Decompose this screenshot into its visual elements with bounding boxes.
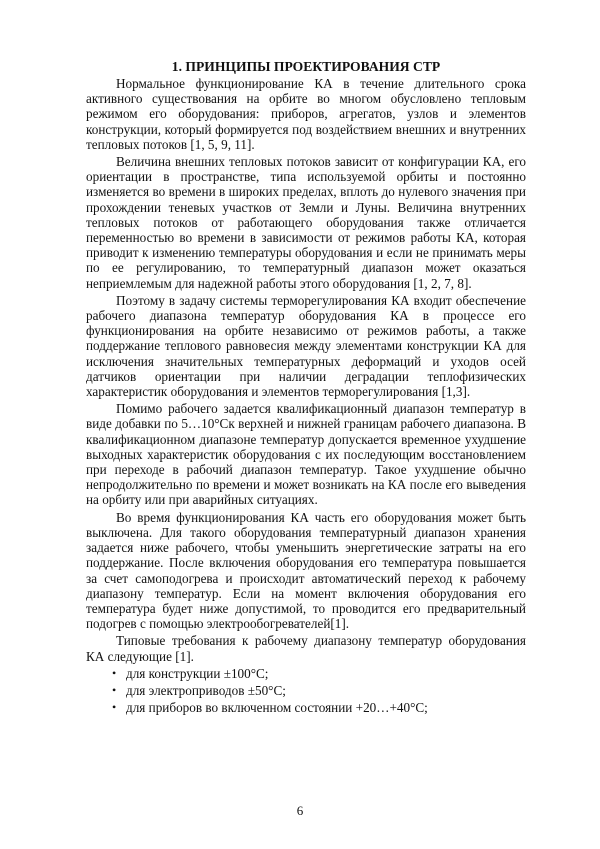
list-item: • для электроприводов ±50°С;	[86, 682, 526, 699]
page-number: 6	[296, 803, 304, 818]
paragraph-1: Нормальное функционирование КА в течение длительного срока активного существования на орбите во многом обусловлено тепловым режимом его оборудования: приборов, агрегатов, узлов и элементов конструкции, который формируется под воздействием внешних и внутренних тепловых потоков [1, 5, 9, 11].	[86, 76, 526, 152]
paragraph-6: Типовые требования к рабочему диапазону температур оборудования КА следующие [1].	[86, 633, 526, 664]
paragraph-5: Во время функционирования КА часть его оборудования может быть выключена. Для такого оборудования температурный диапазон хранения задается ниже рабочего, чтобы уменьшить энергетические затраты на его поддержание. После включения оборудования его температура повышается за счет самоподогрева и происходит автоматический переход к рабочему диапазону температур. Если на момент включения оборудования его температура будет ниже допустимой, то проводится его предварительный подогрев с помощью электрообогревателей[1].	[86, 509, 526, 632]
requirements-list	[86, 665, 526, 716]
paragraph-3: Поэтому в задачу системы терморегулирования КА входит обеспечение рабочего диапазона температур оборудования КА в процессе его функционирования на орбите независимо от режимов работы, а также поддержание теплового равновесия между элементами конструкции КА для исключения значительных температурных деформаций и уходов осей датчиков ориентации при наличии деградации теплофизических характеристик оборудования и элементов терморегулирования [1,3].	[86, 292, 526, 400]
paragraph-4: Помимо рабочего задается квалификационный диапазон температур в виде добавки по 5…10°Ск верхней и нижней границам рабочего диапазона. В квалификационном диапазоне температур допускается временное ухудшение выходных характеристик оборудования с их последующим восстановлением при переходе в рабочий диапазон температур. Такое ухудшение обычно непродолжительно по времени и может возникать на КА после его выведения на орбиту или при аварийных ситуациях.	[86, 401, 526, 508]
page-content	[86, 58, 526, 716]
paragraph-2: Величина внешних тепловых потоков зависит от конфигурации КА, его ориентации в пространстве, типа используемой орбиты и постоянно изменяется во времени в широких пределах, вплоть до нулевого значения при прохождении теневых участков от Земли и Луны. Величина внутренних тепловых потоков от работающего оборудования также отличается переменностью во времени в зависимости от режимов работы КА, которая приводит к изменению температуры оборудования и если не принимать меры по ее регулированию, то температурный диапазон может оказаться неприемлемым для надежной работы этого оборудования [1, 2, 7, 8].	[86, 154, 526, 291]
list-item: • для конструкции ±100°С;	[86, 665, 526, 682]
list-item: • для приборов во включенном состоянии +20…+40°С;	[86, 699, 526, 716]
section-title: 1. ПРИНЦИПЫ ПРОЕКТИРОВАНИЯ СТР	[171, 59, 441, 74]
